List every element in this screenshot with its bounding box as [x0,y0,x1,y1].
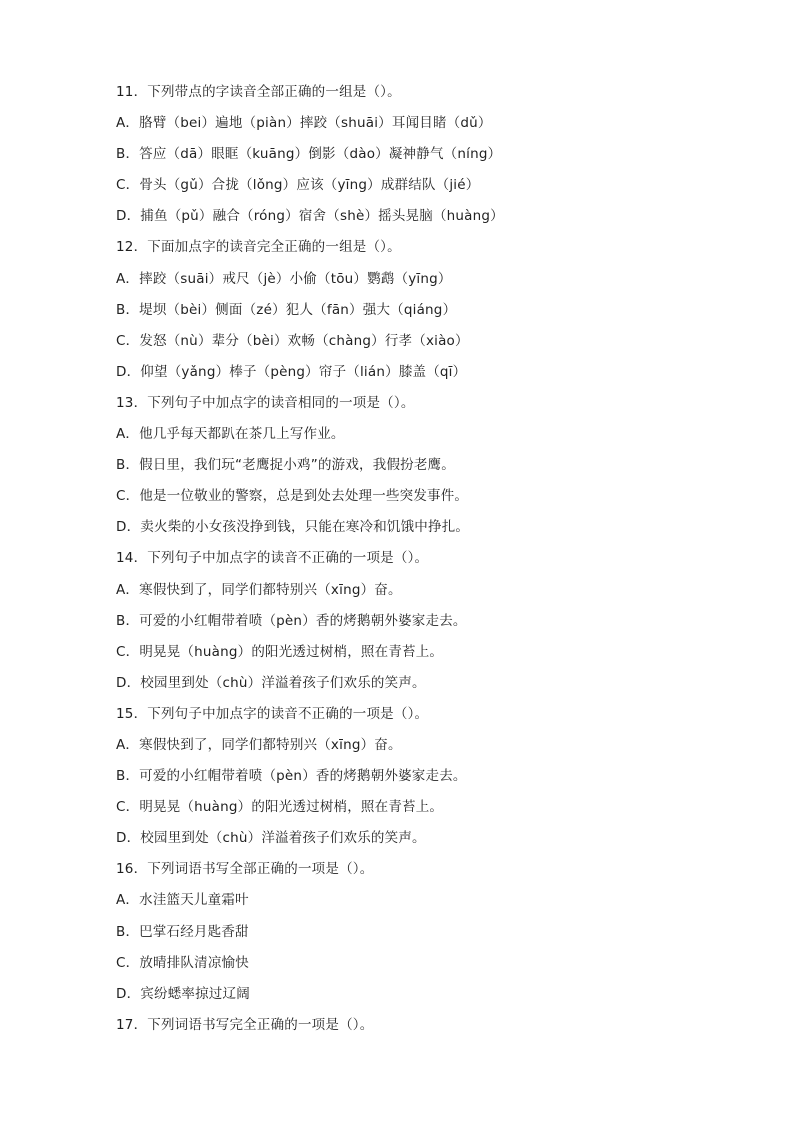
question-15-option-b: B．可爱的小红帽带着喷（pèn）香的烤鹅朝外婆家走去。 [116,768,467,785]
question-stem-15: 15．下列句子中加点字的读音不正确的一项是（）。 [116,705,429,722]
question-list [116,80,756,1044]
question-15-option-c: C．明晃晃（huàng）的阳光透过树梢，照在青苔上。 [116,799,444,816]
question-14-option-b: B．可爱的小红帽带着喷（pèn）香的烤鹅朝外婆家走去。 [116,612,467,629]
question-stem-14: 14．下列句子中加点字的读音不正确的一项是（）。 [116,550,429,567]
question-15-option-a: A．寒假快到了，同学们都特别兴（xīng）奋。 [116,736,402,753]
question-stem-16: 16．下列词语书写全部正确的一项是（）。 [116,861,374,878]
question-stem-11: 11．下列带点的字读音全部正确的一组是（）。 [116,84,401,100]
question-11-option-a: A．胳臂（bei）遍地（piàn）摔跤（shuāi）耳闻目睹（dǔ） [116,115,492,132]
question-11-option-c: C．骨头（gǔ）合拢（lǒng）应该（yīng）成群结队（jié） [116,177,480,194]
question-stem-13: 13．下列句子中加点字的读音相同的一项是（）。 [116,394,415,411]
question-12-option-c: C．发怒（nù）辈分（bèi）欢畅（chàng）行孝（xiào） [116,332,469,349]
question-13-option-d: D．卖火柴的小女孩没挣到钱，只能在寒冷和饥饿中挣扎。 [116,519,470,536]
question-16-option-b: B．巴掌石经月匙香甜 [116,923,249,940]
question-12-option-a: A．摔跤（suāi）戒尺（jè）小偷（tōu）鹦鹉（yīng） [116,270,452,287]
question-14-option-c: C．明晃晃（huàng）的阳光透过树梢，照在青苔上。 [116,643,444,660]
question-11-option-d: D．捕鱼（pǔ）融合（róng）宿舍（shè）摇头晃脑（huàng） [116,208,504,225]
question-13-option-b: B．假日里，我们玩“老鹰捉小鸡”的游戏，我假扮老鹰。 [116,457,455,474]
question-13-option-c: C．他是一位敬业的警察，总是到处去处理一些突发事件。 [116,488,469,505]
question-13-option-a: A．他几乎每天都趴在茶几上写作业。 [116,426,345,443]
question-15-option-d: D．校园里到处（chù）洋溢着孩子们欢乐的笑声。 [116,830,426,847]
question-12-option-d: D．仰望（yǎng）棒子（pèng）帘子（lián）膝盖（qī） [116,363,467,380]
question-11-option-b: B．答应（dā）眼眶（kuāng）倒影（dào）凝神静气（níng） [116,146,502,163]
question-16-option-a: A．水洼篮天儿童霜叶 [116,892,249,909]
question-stem-17: 17．下列词语书写完全正确的一项是（）。 [116,1016,374,1033]
question-14-option-a: A．寒假快到了，同学们都特别兴（xīng）奋。 [116,581,402,598]
question-16-option-c: C．放晴排队清凉愉快 [116,954,249,971]
question-stem-12: 12．下面加点字的读音完全正确的一组是（）。 [116,239,401,256]
question-16-option-d: D．宾纷蟋率掠过辽阔 [116,985,250,1002]
question-14-option-d: D．校园里到处（chù）洋溢着孩子们欢乐的笑声。 [116,674,426,691]
question-12-option-b: B．堤坝（bèi）侧面（zé）犯人（fān）强大（qiáng） [116,301,457,318]
